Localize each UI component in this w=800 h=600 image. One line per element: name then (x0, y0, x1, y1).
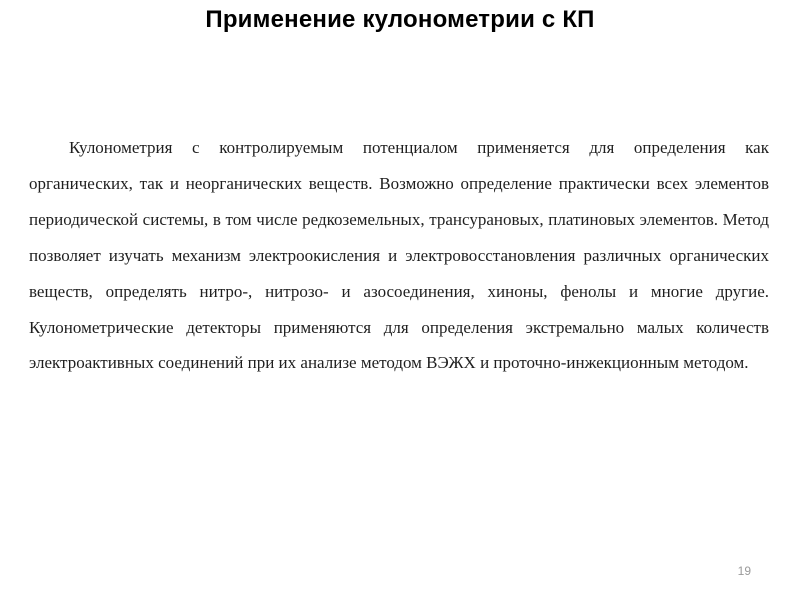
page-number: 19 (737, 564, 751, 578)
slide-title: Применение кулонометрии с КП (205, 6, 595, 33)
slide-body-text: Кулонометрия с контролируемым потенциалом применяется для определения как органических, так и неорганических веществ. Возможно определение практически всех элементов периодической системы, в том числе редкоземельных, трансурановых, платиновых элементов. Метод позволяет изучать механизм электроокисления и электровосстановления различных органических веществ, определять нитро-, нитрозо- и азосоединения, хиноны, фенолы и многие другие. Кулонометрические детекторы применяются для определения экстремально малых количеств электроактивных соединений при их анализе методом ВЭЖХ и проточно-инжекционным методом. (29, 138, 769, 373)
